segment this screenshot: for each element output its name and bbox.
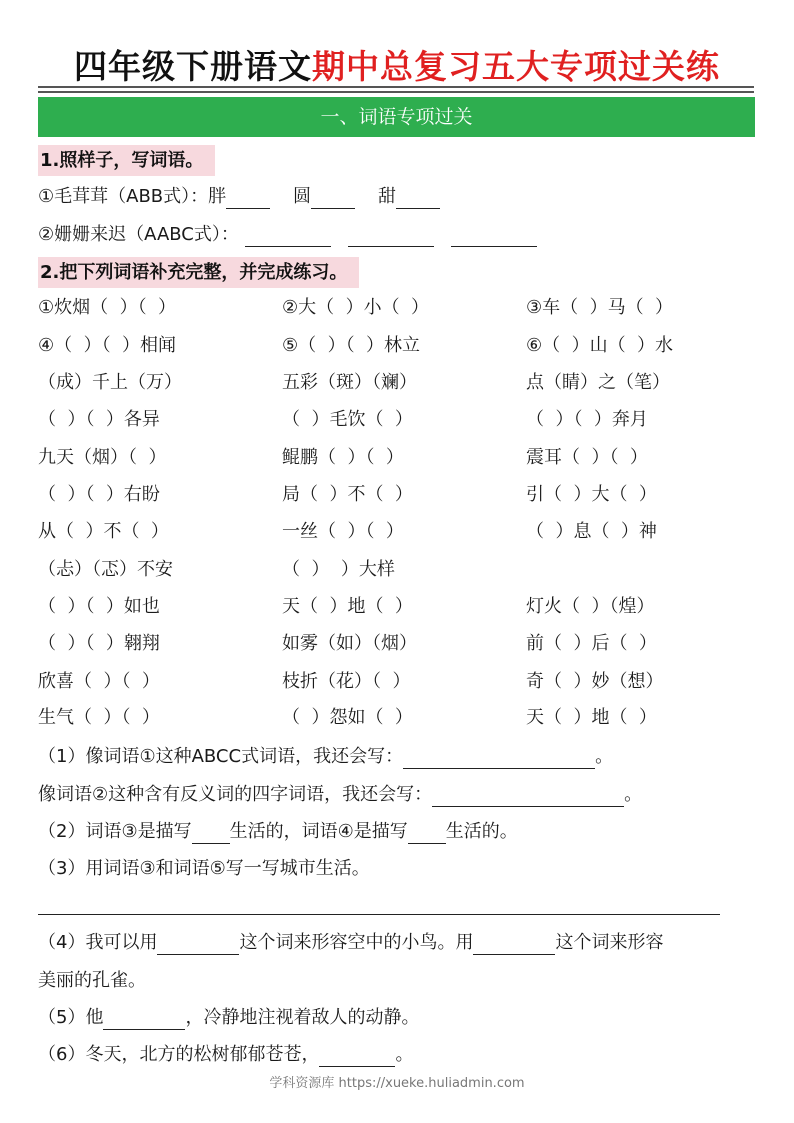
question-5-a: （5）他: [38, 1007, 104, 1028]
title-rule-bottom: [38, 91, 754, 93]
word-cell[interactable]: 引（ ）大（ ）: [526, 484, 657, 505]
word-cell[interactable]: 一丝（ ）（ ）: [282, 521, 404, 542]
word-cell[interactable]: ⑥（ ）山（ ）水: [526, 335, 674, 356]
word-cell[interactable]: 天（ ）地（ ）: [282, 596, 413, 617]
word-cell[interactable]: 五彩（斑）（斓）: [282, 372, 417, 393]
word-cell[interactable]: 生气（ ）（ ）: [38, 707, 160, 728]
title-red-part: 期中总复习五大专项过关练: [312, 47, 720, 86]
question-1a: [38, 745, 613, 769]
answer-blank[interactable]: [226, 188, 270, 209]
s1-line-1-a: ①毛茸茸（ABB式）：胖: [38, 186, 227, 207]
question-4: [38, 931, 663, 955]
word-cell[interactable]: 鲲鹏（ ）（ ）: [282, 447, 404, 468]
s1-line-1: [38, 185, 440, 209]
word-cell[interactable]: 局（ ）不（ ）: [282, 484, 413, 505]
word-cell[interactable]: ④（ ）（ ）相闻: [38, 335, 177, 356]
s1-line-2-label: ②姗姗来迟（AABC式）：: [38, 224, 239, 245]
answer-blank[interactable]: [245, 226, 331, 247]
section-2-heading: 2.把下列词语补充完整，并完成练习。: [38, 257, 359, 288]
question-2-a: （2）词语③是描写: [38, 821, 192, 842]
question-6: [38, 1043, 413, 1067]
answer-blank[interactable]: [473, 934, 555, 955]
question-6-a: （6）冬天，北方的松树郁郁苍苍，: [38, 1044, 320, 1065]
word-cell[interactable]: ①炊烟（ ）（ ）: [38, 297, 177, 318]
question-4-c: 这个词来形容: [555, 932, 664, 953]
question-1a-text: （1）像词语①这种ABCC式词语，我还会写：: [38, 746, 404, 767]
word-cell[interactable]: 前（ ）后（ ）: [526, 633, 657, 654]
question-3: （3）用词语③和词语⑤写一写城市生活。: [38, 858, 370, 879]
section-banner: 一、词语专项过关: [38, 97, 755, 137]
question-4-continued: 美丽的孔雀。: [38, 970, 146, 991]
title-black-part: 四年级下册语文: [74, 47, 312, 86]
question-6-b: 。: [395, 1044, 414, 1065]
word-cell[interactable]: （ ）（ ）右盼: [38, 484, 160, 505]
question-2: [38, 820, 518, 844]
question-2-c: 生活的。: [445, 821, 518, 842]
question-4-b: 这个词来形容空中的小鸟。用: [239, 932, 474, 953]
answer-blank[interactable]: [319, 1046, 395, 1067]
answer-blank[interactable]: [157, 934, 239, 955]
question-5: [38, 1006, 419, 1030]
s1-line-1-b: 圆: [293, 186, 312, 207]
answer-blank[interactable]: [451, 226, 537, 247]
question-1b-text: 像词语②这种含有反义词的四字词语，我还会写：: [38, 784, 433, 805]
word-cell[interactable]: （ ）毛饮（ ）: [282, 409, 413, 430]
question-2-b: 生活的，词语④是描写: [229, 821, 408, 842]
word-cell[interactable]: （ ）（ ）如也: [38, 596, 160, 617]
question-4-a: （4）我可以用: [38, 932, 158, 953]
word-cell[interactable]: ⑤（ ）（ ）林立: [282, 335, 421, 356]
word-cell[interactable]: （ ）息（ ）神: [526, 521, 657, 542]
word-cell[interactable]: （ ）（ ）奔月: [526, 409, 648, 430]
answer-blank[interactable]: [192, 823, 230, 844]
answer-line[interactable]: [38, 914, 720, 915]
answer-blank[interactable]: [103, 1009, 185, 1030]
s1-line-1-c: 甜: [377, 186, 396, 207]
word-cell[interactable]: （ ）（ ）翱翔: [38, 633, 160, 654]
answer-blank[interactable]: [311, 188, 355, 209]
answer-blank[interactable]: [396, 188, 440, 209]
word-cell[interactable]: 震耳（ ）（ ）: [526, 447, 648, 468]
word-cell[interactable]: 欣喜（ ）（ ）: [38, 671, 160, 692]
section-1-heading: 1.照样子，写词语。: [38, 145, 215, 176]
page-title: [0, 46, 794, 88]
answer-blank[interactable]: [408, 823, 446, 844]
word-cell[interactable]: ②大（ ）小（ ）: [282, 297, 430, 318]
word-cell[interactable]: （ ） ）大样: [282, 559, 395, 580]
word-cell[interactable]: 枝折（花）（ ）: [282, 671, 411, 692]
answer-blank[interactable]: [348, 226, 434, 247]
word-cell[interactable]: 九天（烟）（ ）: [38, 447, 167, 468]
question-1b: [38, 783, 642, 807]
answer-blank[interactable]: [432, 786, 624, 807]
answer-blank[interactable]: [403, 748, 595, 769]
title-rule-top: [38, 86, 754, 88]
word-cell[interactable]: 点（睛）之（笔）: [526, 372, 670, 393]
footer-watermark: 学科资源库 https://xueke.huliadmin.com: [269, 1076, 525, 1091]
word-cell[interactable]: 从（ ）不（ ）: [38, 521, 169, 542]
word-cell[interactable]: （成）千上（万）: [38, 372, 182, 393]
word-cell[interactable]: 灯火（ ）（煌）: [526, 596, 655, 617]
word-cell[interactable]: 天（ ）地（ ）: [526, 707, 657, 728]
word-cell[interactable]: 如雾（如）（烟）: [282, 633, 417, 654]
word-cell[interactable]: （ ）怨如（ ）: [282, 707, 413, 728]
period: 。: [624, 784, 643, 805]
s1-line-2: [38, 223, 537, 247]
word-cell[interactable]: 奇（ ）妙（想）: [526, 671, 664, 692]
question-5-b: ，冷静地注视着敌人的动静。: [185, 1007, 420, 1028]
word-cell[interactable]: （忐）（忑）不安: [38, 559, 173, 580]
word-cell[interactable]: （ ）（ ）各异: [38, 409, 160, 430]
word-cell[interactable]: ③车（ ）马（ ）: [526, 297, 674, 318]
period: 。: [595, 746, 614, 767]
